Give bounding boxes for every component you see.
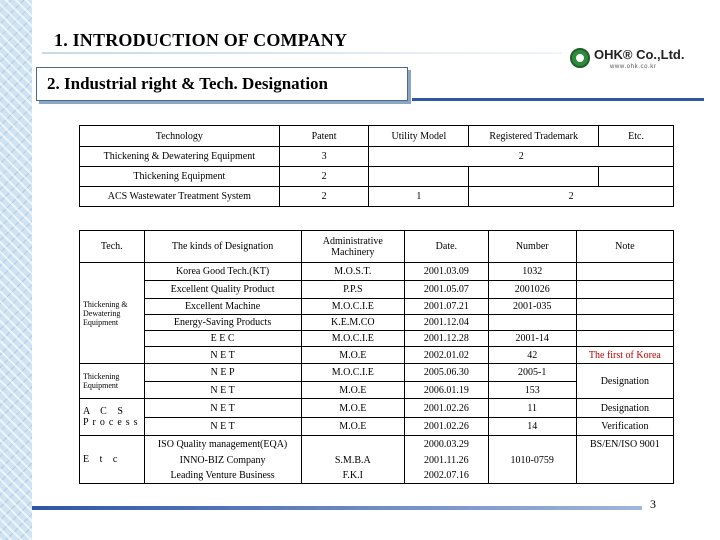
table-row [80,147,674,167]
cell-note: BS/EN/ISO 9001 [576,436,673,453]
section-title: 2. Industrial right & Tech. Designation [47,74,329,93]
cell-note [576,299,673,315]
decorative-side-strip [0,0,32,540]
company-logo [570,46,690,76]
header-number: Number [488,231,576,263]
ip-trademark: 2 [469,187,674,207]
cell-note: Designation [576,399,673,418]
header-admin: Administrative Machinery [301,231,404,263]
footer-rule [32,506,642,510]
section-rule [412,98,704,101]
table-row [80,299,674,315]
cell-number [488,468,576,484]
table-row [80,187,674,207]
cell-admin: P.P.S [301,281,404,299]
cell-admin [301,436,404,453]
table-row [80,436,674,453]
cell-note [576,263,673,281]
cell-admin: M.O.C.I.E [301,331,404,347]
cell-admin: M.O.S.T. [301,263,404,281]
cell-kind: ISO Quality management(EQA) [144,436,301,453]
page-number: 3 [650,497,656,511]
header-kind: The kinds of Designation [144,231,301,263]
cell-date: 2001.05.07 [405,281,489,299]
ip-patent: 2 [279,187,369,207]
cell-admin: M.O.E [301,382,404,399]
cell-admin: M.O.C.I.E [301,364,404,382]
cell-date: 2000.03.29 [405,436,489,453]
ip-etc [599,167,674,187]
cell-kind: Energy-Saving Products [144,315,301,331]
cell-admin: K.E.M.CO [301,315,404,331]
cell-kind: N E P [144,364,301,382]
cell-note: Designation [576,364,673,399]
ip-tech: Thickening Equipment [80,167,280,187]
table-row [80,418,674,436]
cell-kind: N E T [144,418,301,436]
cell-date: 2001.02.26 [405,399,489,418]
cell-date: 2005.06.30 [405,364,489,382]
designation-table [79,230,674,484]
table-row [80,399,674,418]
cell-kind: N E T [144,382,301,399]
cell-note [576,468,673,484]
cell-admin: M.O.E [301,418,404,436]
ip-trademark [469,167,599,187]
cell-kind: Korea Good Tech.(KT) [144,263,301,281]
group-label-te: Thickening Equipment [80,364,145,399]
group-label-td: Thickening & Dewatering Equipment [80,263,145,364]
table-row [80,167,674,187]
page-title: 1. INTRODUCTION OF COMPANY [54,30,348,50]
cell-note: Verification [576,418,673,436]
table-row [80,281,674,299]
cell-kind: INNO-BIZ Company [144,453,301,468]
header-date: Date. [405,231,489,263]
ip-header-technology: Technology [80,126,280,147]
cell-number: 14 [488,418,576,436]
logo-mark-icon [570,48,590,68]
ip-header-etc: Etc. [599,126,674,147]
cell-kind: N E T [144,347,301,364]
cell-number [488,436,576,453]
header-note: Note [576,231,673,263]
ip-tech: Thickening & Dewatering Equipment [80,147,280,167]
cell-admin: M.O.E [301,399,404,418]
ip-utility: 1 [369,187,469,207]
table-row [80,364,674,382]
cell-kind: N E T [144,399,301,418]
cell-number: 2005-1 [488,364,576,382]
cell-kind: Excellent Quality Product [144,281,301,299]
cell-note [576,331,673,347]
cell-date: 2001.12.04 [405,315,489,331]
ip-header-utility: Utility Model [369,126,469,147]
title-underline [42,52,562,54]
cell-note [576,453,673,468]
table-row [80,263,674,281]
table-row [80,315,674,331]
cell-date: 2001.12.28 [405,331,489,347]
cell-kind: Leading Venture Business [144,468,301,484]
cell-date: 2001.02.26 [405,418,489,436]
header-tech: Tech. [80,231,145,263]
cell-number: 11 [488,399,576,418]
cell-admin: S.M.B.A [301,453,404,468]
ip-header-trademark: Registered Trademark [469,126,599,147]
ip-patent: 3 [279,147,369,167]
cell-date: 2001.11.26 [405,453,489,468]
ip-header-row [80,126,674,147]
cell-kind: Excellent Machine [144,299,301,315]
cell-date: 2002.01.02 [405,347,489,364]
cell-number [488,315,576,331]
ip-patent: 2 [279,167,369,187]
group-label-acs: A C S Process [80,399,145,436]
cell-number: 42 [488,347,576,364]
ip-trademark: 2 [369,147,674,167]
cell-admin: F.K.I [301,468,404,484]
ip-utility [369,167,469,187]
cell-admin: M.O.C.I.E [301,299,404,315]
cell-number: 2001-035 [488,299,576,315]
ip-tech: ACS Wastewater Treatment System [80,187,280,207]
cell-note: The first of Korea [576,347,673,364]
cell-date: 2002.07.16 [405,468,489,484]
cell-note [576,281,673,299]
group-label-etc: E t c [80,436,145,484]
ip-table [79,125,674,207]
cell-note [576,315,673,331]
cell-date: 2006.01.19 [405,382,489,399]
cell-date: 2001.03.09 [405,263,489,281]
cell-number: 153 [488,382,576,399]
table-row [80,347,674,364]
cell-number: 2001026 [488,281,576,299]
ip-header-patent: Patent [279,126,369,147]
cell-number: 1032 [488,263,576,281]
table-row [80,468,674,484]
cell-kind: E E C [144,331,301,347]
table-row [80,331,674,347]
section-heading-box [36,67,408,101]
table-row [80,453,674,468]
cell-admin: M.O.E [301,347,404,364]
designation-header-row [80,231,674,263]
logo-url: www.ohk.co.kr [610,64,657,70]
cell-number: 2001-14 [488,331,576,347]
cell-date: 2001.07.21 [405,299,489,315]
cell-number: 1010-0759 [488,453,576,468]
logo-name: OHK® Co.,Ltd. [594,47,685,62]
